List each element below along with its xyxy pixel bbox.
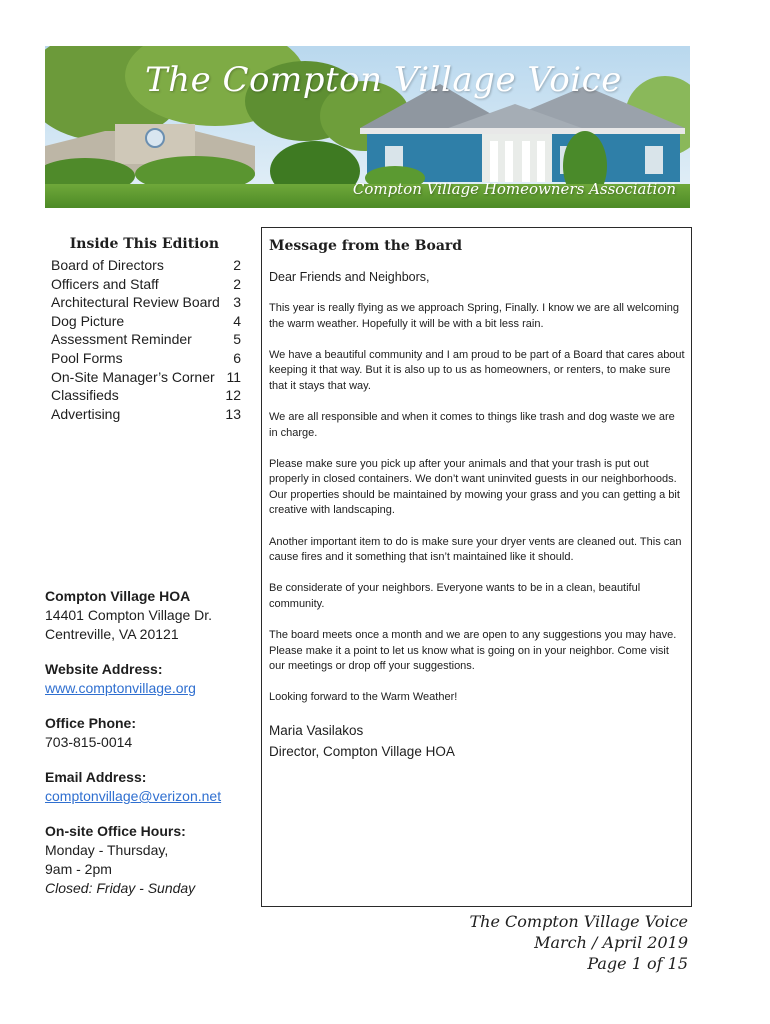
phone-number: 703-815-0014 [45,734,133,750]
toc-item-label: Dog Picture [51,312,125,329]
email-label: Email Address: [45,769,147,785]
phone-label: Office Phone: [45,715,137,731]
message-paragraph: Looking forward to the Warm Weather! [269,691,458,704]
toc-item-page: 3 [233,294,241,311]
street-address: 14401 Compton Village Dr. [45,607,213,623]
message-heading: Message from the Board [269,238,463,254]
banner-title: The Compton Village Voice [145,60,622,100]
toc-item [51,349,241,368]
email-link[interactable]: comptonvillage@verizon.net [45,788,222,804]
toc-item [51,293,241,312]
hours-label: On-site Office Hours: [45,823,186,839]
message-paragraph: We are all responsible and when it comes to things like trash and dog waste we are in charge. [269,410,675,439]
toc-item [51,330,241,349]
banner-subtitle: Compton Village Homeowners Association [352,180,676,198]
toc-item-page: 11 [226,368,241,385]
message-paragraph: Be considerate of your neighbors. Everyone wants to be in a clean, beautiful community. [269,582,641,610]
signature-name: Maria Vasilakos [269,723,364,739]
message-paragraph: We have a beautiful community and I am proud to be part of a Board that cares about keeping it that way. But it is also up to us as homeowners, or renters, to make sure that it stays that way. [269,348,685,392]
toc-item-label: Board of Directors [51,257,164,273]
toc-item [51,386,241,405]
website-link[interactable]: www.comptonvillage.org [45,680,196,696]
toc-item-page: 2 [233,275,241,292]
toc-heading: Inside This Edition [69,236,219,252]
masthead-banner [45,46,690,208]
board-message-box [261,227,692,907]
toc-item [51,275,241,294]
toc-item-page: 13 [225,405,241,422]
toc-item-label: On-Site Manager’s Corner [51,368,215,385]
toc-item-page: 2 [233,257,241,273]
table-of-contents [51,236,241,423]
salutation: Dear Friends and Neighbors, [269,270,430,284]
toc-item-page: 12 [225,387,241,404]
city-state-zip: Centreville, VA 20121 [45,626,179,642]
toc-item-label: Advertising [51,405,121,422]
toc-item-page: 4 [233,312,241,329]
message-paragraph: The board meets once a month and we are open to any suggestions you may have. Please make it a point to let us know what is going on in your neighbor. Come visit our meetings or drop off your suggestions. [269,628,677,673]
toc-item [51,405,241,424]
toc-item-label: Assessment Reminder [51,331,192,348]
toc-item [51,312,241,331]
toc-item [51,368,241,387]
footer-publication: The Compton Village Voice [469,912,688,931]
toc-item-page: 5 [233,331,241,348]
hours-days: Monday - Thursday, [45,842,169,858]
signature-title: Director, Compton Village HOA [269,744,455,760]
message-paragraph: This year is really flying as we approach Spring, Finally. I know we are all welcoming the warm weather. Hopefully it will be with a bit less rain. [269,302,680,330]
message-paragraph: Please make sure you pick up after your animals and that your trash is put out properly in closed containers. We don’t want uninvited guests in our neighborhoods. Our properties should be maintained by mowing your grass and you can getting a bit creative with landscaping. [269,457,680,517]
org-name: Compton Village HOA [45,588,191,604]
footer-page-number: Page 1 of 15 [587,954,688,973]
website-label: Website Address: [45,661,163,677]
toc-item-label: Pool Forms [51,349,123,366]
toc-item [51,256,241,275]
footer-issue: March / April 2019 [534,933,688,952]
contact-info [45,587,250,898]
closed-days: Closed: Friday - Sunday [45,880,196,896]
message-paragraph: Another important item to do is make sure your dryer vents are cleaned out. This can cause fires and it something that isn’t maintained like it should. [269,535,682,564]
page-footer [470,911,689,974]
toc-item-label: Classifieds [51,387,119,404]
toc-item-label: Architectural Review Board [51,294,220,311]
hours-time: 9am - 2pm [45,861,112,877]
toc-item-page: 6 [233,349,241,366]
toc-item-label: Officers and Staff [51,275,159,292]
